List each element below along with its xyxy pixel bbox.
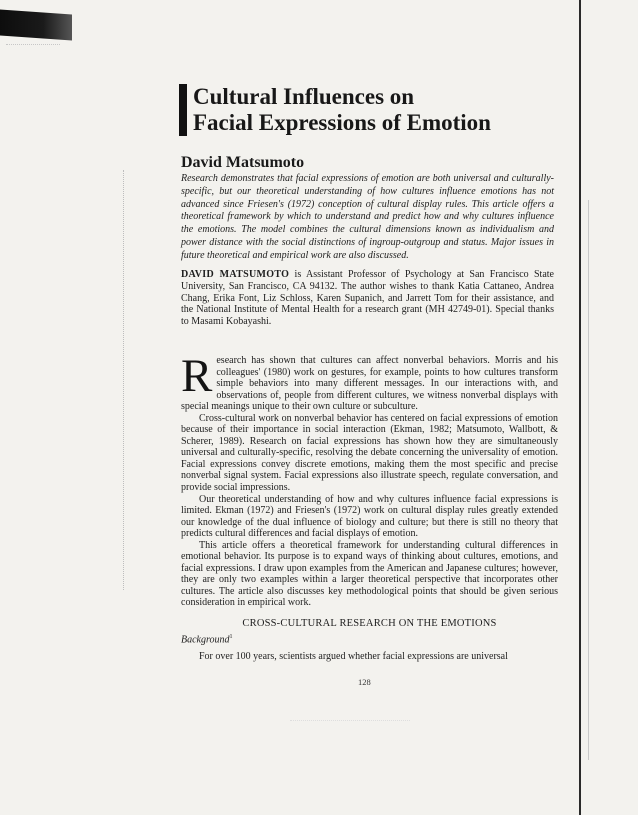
paragraph-1	[181, 350, 558, 413]
subheading-text: Background	[181, 634, 230, 646]
abstract: Research demonstrates that facial expressions of emotion are both universal and culturally-specific, but our theoretical understanding of how cultures influence emotions has not advanced since Friesen's (1972) conception of cultural display rules. This article offers a theoretical framework by which to understand and predict how and why cultures influence the emotions. The model combines the cultural dimensions known as individualism and power distance with the social distinctions of ingroup-outgroup and status. Major issues in future theoretical and empirical work are also discussed.	[181, 173, 554, 261]
scan-shadow	[0, 9, 72, 40]
subheading	[181, 634, 233, 645]
paragraph-1-text: esearch has shown that cultures can affect nonverbal behaviors. Morris and his colleagues' (1980) work on gestures, for example, points to how cultures transform simple behaviors into many different messages. In our interactions with, and observations of, people from different cultures, we witness nonverbal displays with special meanings unique to their own culture or subculture.	[181, 355, 558, 413]
page-edge	[579, 0, 581, 815]
bleed-through-noise	[290, 720, 410, 751]
margin-mark	[123, 170, 125, 590]
section-heading: CROSS-CULTURAL RESEARCH ON THE EMOTIONS	[242, 618, 497, 629]
paragraph-2: Cross-cultural work on nonverbal behavior has centered on facial expressions of emotion because of their importance in social interaction (Ekman, 1982; Matsumoto, Wallbott, & Scherer, 1989). Research on facial expressions has shown how they are simultaneously universal and culturally-specific, resolving the debate concerning the universality of emotion. Facial expressions convey discrete emotions, making them the most specific and precise nonverbal signal system. Facial expressions also illustrate speech, regulate conversation, and provide social impressions.	[181, 412, 558, 494]
scan-noise	[6, 44, 60, 55]
article-title	[193, 84, 573, 136]
footnote-marker: 1	[229, 634, 233, 640]
paragraph-5: For over 100 years, scientists argued whether facial expressions are universal	[199, 651, 508, 662]
paragraph-4: This article offers a theoretical framework for understanding cultural differences in emotional behavior. Its purpose is to expand ways of thinking about cultures, emotions, and facial expressions. I draw upon examples from the American and Japanese cultures; however, they are only two examples within a larger theoretical perspective that incorporates other cultures. The article also discusses key methodological points that should be given serious consideration in empirical work.	[181, 539, 558, 609]
paragraph-3: Our theoretical understanding of how and why cultures influence facial expressions is limited. Ekman (1972) and Friesen's (1972) work on cultural display rules greatly extended our knowledge of the dual influence of biology and culture; but there is still no theory that predicts cultural differences and facial displays of emotion.	[181, 493, 558, 540]
bio-text: is Assistant Professor of Psychology at San Francisco State University, San Francisco, CA 94132. The author wishes to thank Katia Cattaneo, Andrea Chang, Erika Font, Liz Schloss, Karen Supanich, and Jarrett Tom for their assistance, and the National Institute of Mental Health for a research grant (MH 42749-01). Special thanks to Masami Kobayashi.	[181, 269, 554, 328]
body-text	[181, 350, 558, 609]
page-edge-shadow	[588, 200, 589, 760]
drop-cap: R	[181, 350, 213, 402]
page-number: 128	[358, 677, 371, 687]
title-line-1: Cultural Influences on	[193, 84, 415, 109]
author-name: David Matsumoto	[181, 154, 305, 171]
title-bar-mark	[179, 84, 187, 136]
author-bio	[181, 269, 554, 328]
title-line-2: Facial Expressions of Emotion	[193, 110, 491, 135]
bio-name: DAVID MATSUMOTO	[181, 269, 290, 280]
